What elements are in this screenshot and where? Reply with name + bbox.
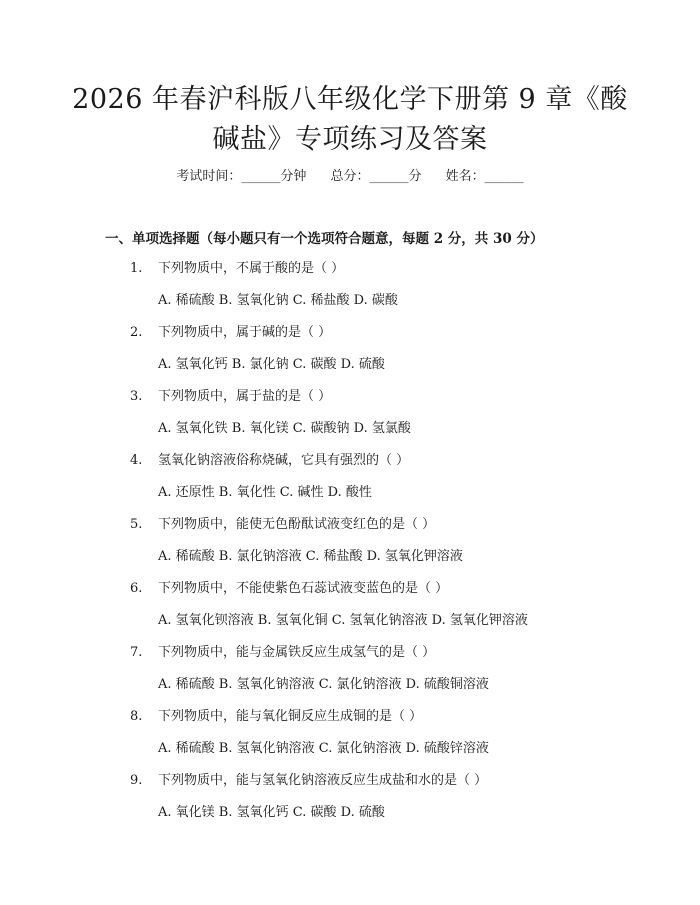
question-stem: [130, 451, 409, 471]
question-text: 下列物质中，属于碱的是（ ）: [158, 325, 332, 340]
question-text: 下列物质中，能与氧化铜反应生成铜的是（ ）: [158, 709, 423, 724]
question-text: 下列物质中，能使无色酚酞试液变红色的是（ ）: [158, 517, 436, 532]
question-item: [130, 451, 650, 515]
question-text: 下列物质中，能与氢氧化钠溶液反应生成盐和水的是（ ）: [158, 773, 488, 788]
question-item: [130, 579, 650, 643]
name-field: 姓名：______: [445, 169, 524, 184]
question-number: 7.: [130, 645, 143, 660]
exam-time-field: 考试时间：______分钟: [176, 169, 307, 184]
question-number: 6.: [130, 581, 143, 596]
question-stem: [130, 259, 344, 279]
document-title: [60, 80, 640, 160]
question-options: A. 稀硫酸 B. 氢氧化钠溶液 C. 氯化钠溶液 D. 硫酸铜溶液: [158, 677, 489, 692]
question-stem: [130, 771, 487, 791]
section-heading-single-choice: 一、单项选择题（每小题只有一个选项符合题意，每题 2 分，共 30 分）: [105, 231, 544, 247]
question-number: 1.: [130, 261, 143, 276]
exam-info-line: [0, 167, 700, 187]
question-options: A. 氢氧化钡溶液 B. 氢氧化铜 C. 氢氧化钠溶液 D. 氢氧化钾溶液: [158, 613, 528, 628]
question-item: [130, 259, 650, 323]
question-number: 8.: [130, 709, 143, 724]
question-stem: [130, 579, 448, 599]
question-number: 4.: [130, 453, 143, 468]
question-stem: [130, 387, 331, 407]
question-options: A. 氢氧化钙 B. 氯化钠 C. 碳酸 D. 硫酸: [158, 357, 385, 372]
question-item: [130, 387, 650, 451]
question-options: A. 氧化镁 B. 氢氧化钙 C. 碳酸 D. 硫酸: [158, 805, 385, 820]
question-text: 下列物质中，属于盐的是（ ）: [158, 389, 332, 404]
question-item: [130, 643, 650, 707]
question-stem: [130, 643, 435, 663]
question-number: 5.: [130, 517, 143, 532]
question-number: 3.: [130, 389, 143, 404]
title-line-2: 碱盐》专项练习及答案: [212, 124, 488, 155]
question-number: 2.: [130, 325, 143, 340]
question-item: [130, 515, 650, 579]
question-stem: [130, 323, 331, 343]
question-item: [130, 771, 650, 835]
question-options: A. 氢氧化铁 B. 氧化镁 C. 碳酸钠 D. 氢氯酸: [158, 421, 411, 436]
question-options: A. 还原性 B. 氧化性 C. 碱性 D. 酸性: [158, 485, 372, 500]
question-text: 下列物质中，不属于酸的是（ ）: [158, 261, 345, 276]
total-score-field: 总分：______分: [330, 169, 422, 184]
question-text: 下列物质中，能与金属铁反应生成氢气的是（ ）: [158, 645, 436, 660]
question-options: A. 稀硫酸 B. 氢氧化钠溶液 C. 氯化钠溶液 D. 硫酸锌溶液: [158, 741, 489, 756]
question-options: A. 稀硫酸 B. 氯化钠溶液 C. 稀盐酸 D. 氢氧化钾溶液: [158, 549, 463, 564]
question-stem: [130, 515, 435, 535]
question-item: [130, 323, 650, 387]
question-text: 氢氧化钠溶液俗称烧碱，它具有强烈的（ ）: [158, 453, 410, 468]
title-line-1: 2026 年春沪科版八年级化学下册第 9 章《酸: [72, 84, 628, 115]
question-item: [130, 707, 650, 771]
question-number: 9.: [130, 773, 143, 788]
question-stem: [130, 707, 422, 727]
question-text: 下列物质中，不能使紫色石蕊试液变蓝色的是（ ）: [158, 581, 449, 596]
question-list: [130, 259, 650, 835]
question-options: A. 稀硫酸 B. 氢氧化钠 C. 稀盐酸 D. 碳酸: [158, 293, 398, 308]
